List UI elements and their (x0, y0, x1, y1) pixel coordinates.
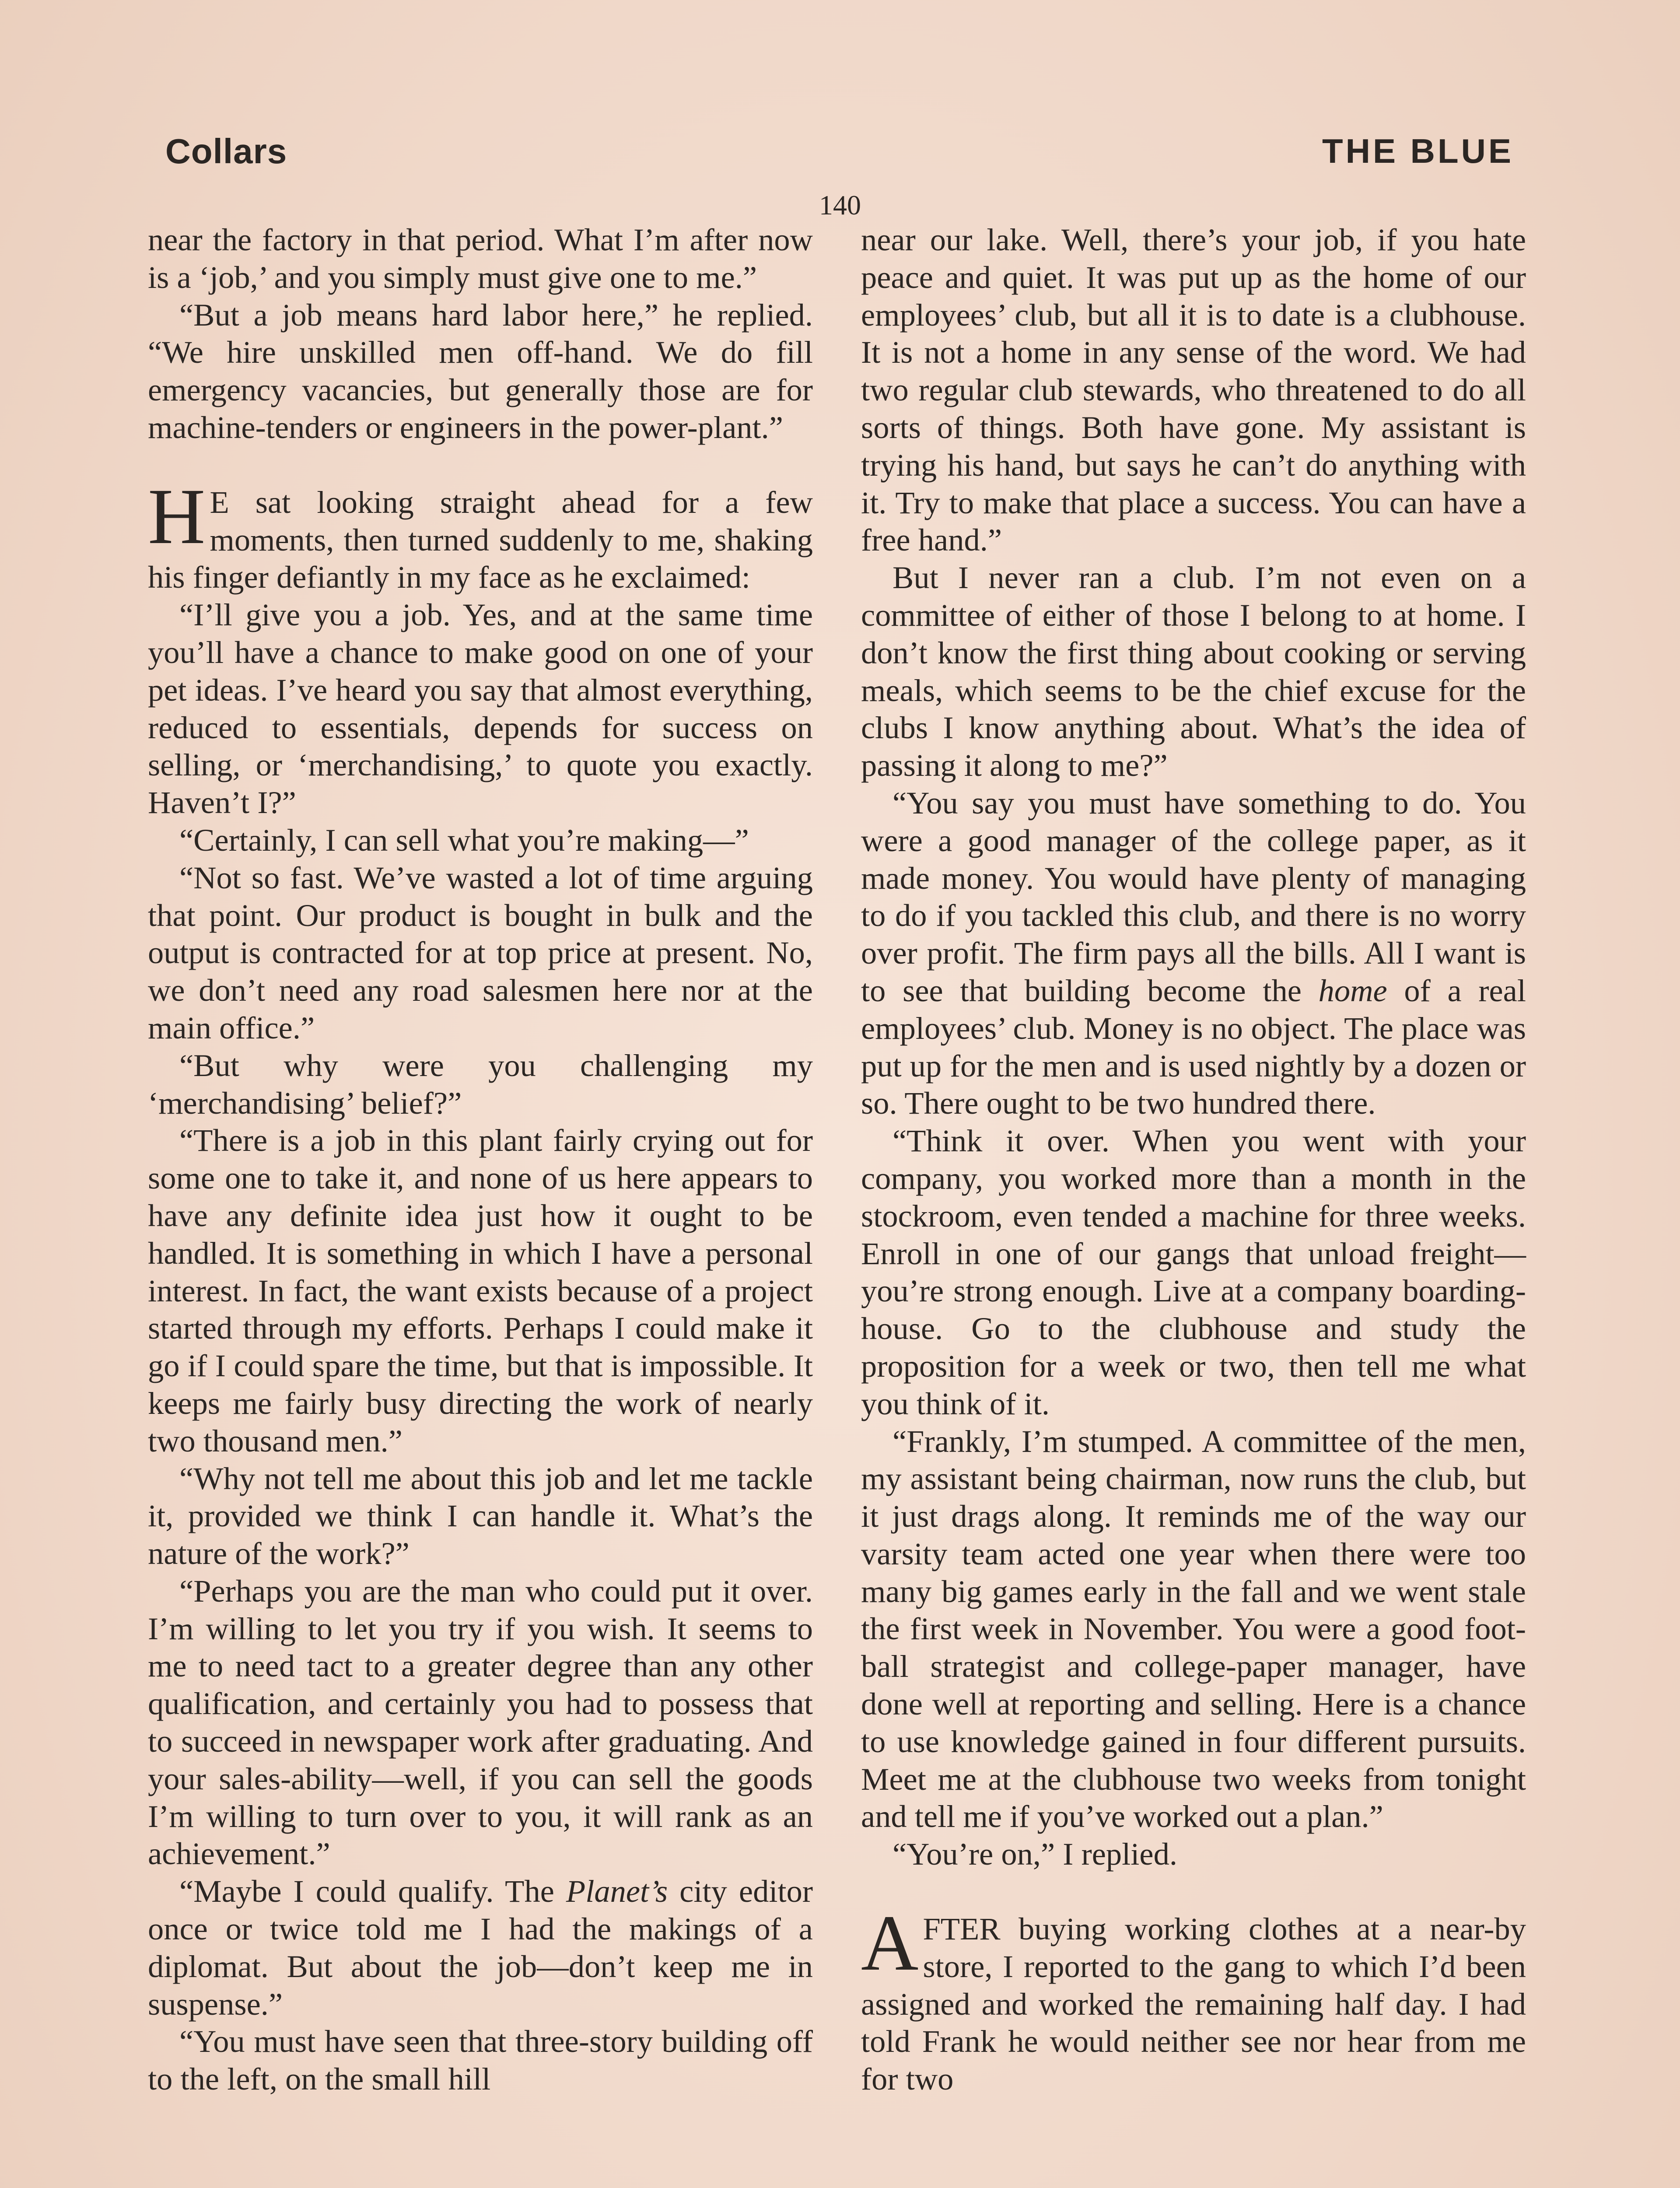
paragraph: “You’re on,” I replied. (892, 1836, 1177, 1872)
paragraph: “Think it over. When you went with your company, you worked more than a month in the stockroom, even tended a machine for three weeks. Enroll in one of our gangs that unload freight—you’re strong enough. Live at a company boarding-house. Go to the clubhouse and study the proposition for a week or two, then tell me what you think of it. (861, 1123, 1526, 1421)
paragraph-text: “Maybe I could qualify. The (179, 1873, 566, 1909)
right-column (861, 221, 1526, 2098)
paragraph: “Perhaps you are the man who could put it over. I’m willing to let you try if you wish. It seems to me to need tact to a greater degree than any other qualification, and certainly you had to possess that to succeed in newspaper work after graduating. And your sales-ability—well, if you can sell the goods I’m willing to turn over to you, it will rank as an achievement.” (148, 1573, 813, 1872)
paragraph-text: of a real employees’ club. Money is no object. The place was put up for the men and is used nightly by a dozen or so. There ought to be two hundred there. (861, 972, 1526, 1121)
running-head-left: Collars (165, 132, 287, 171)
paragraph-text: city editor once or twice told me I had the makings of a diplomat. But about the job—don’t keep me in suspense.” (148, 1873, 813, 2022)
emphasis-text: home (1318, 972, 1387, 1008)
paragraph-text: “You say you must have something to do. You were a good manager of the college paper, as it made money. You would have plenty of managing to do if you tackled this club, and there is no worry over profit. The firm pays all the bills. All I want is to see that building become the (861, 785, 1526, 1008)
paragraph: But I never ran a club. I’m not even on a committee of either of those I belong to at home. I don’t know the first thing about cooking or serving meals, which seems to be the chief excuse for the clubs I know anything about. What’s the idea of passing it along to me?” (861, 560, 1526, 783)
paragraph: “Not so fast. We’ve wasted a lot of time arguing that point. Our product is bought in bulk and the output is contracted for at top price at present. No, we don’t need any road salesmen here nor at the main office.” (148, 859, 813, 1045)
paragraph: near the factory in that period. What I’m after now is a ‘job,’ and you simply must give one to me.” (148, 222, 813, 295)
paragraph: “But a job means hard labor here,” he replied. “We hire unskilled men off-hand. We do fill emergency vacancies, but generally those are for machine-tenders or engineers in the power-plant.” (148, 297, 813, 445)
paragraph: “Why not tell me about this job and let me tackle it, provided we think I can handle it. What’s the nature of the work?” (148, 1460, 813, 1571)
paragraph: “Certainly, I can sell what you’re making—” (179, 822, 749, 858)
paragraph: “I’ll give you a job. Yes, and at the same time you’ll have a chance to make good on one of your pet ideas. I’ve heard you say that almost everything, reduced to essentials, depends for success on selling, or ‘merchandising,’ to quote you exactly. Haven’t I?” (148, 597, 813, 820)
paragraph: near our lake. Well, there’s your job, if you hate peace and quiet. It was put up as the home of our employees’ club, but all it is to date is a clubhouse. It is not a home in any sense of the word. We had two regular club stewards, who threatened to do all sorts of things. Both have gone. My assistant is trying his hand, but says he can’t do anything with it. Try to make that place a success. You can have a free hand.” (861, 222, 1526, 558)
drop-cap: A (861, 1899, 919, 1988)
paragraph (148, 1872, 813, 2023)
paragraph (861, 784, 1526, 1122)
drop-cap: H (148, 472, 206, 561)
section-start-paragraph (148, 472, 813, 596)
running-head-right: THE BLUE (1322, 132, 1514, 170)
emphasis-text: Planet’s (566, 1873, 668, 1909)
paragraph: “You must have seen that three-story building off to the left, on the small hill (148, 2023, 813, 2097)
paragraph-text: E sat looking straight ahead for a few moments, then turned suddenly to me, shaking his finger defiantly in my face as he exclaimed: (148, 484, 813, 595)
section-start-paragraph (861, 1899, 1526, 2098)
paragraph: “Frankly, I’m stumped. A committee of the men, my assistant being chairman, now runs the club, but it just drags along. It reminds me of the way our varsity team acted one year when there were too many big games early in the fall and we went stale the first week in November. You were a good foot-ball strategist and college-paper manager, have done well at reporting and selling. Here is a chance to use knowledge gained in four different pursuits. Meet me at the clubhouse two weeks from tonight and tell me if you’ve worked out a plan.” (861, 1423, 1526, 1834)
paragraph-text: FTER buying working clothes at a near-by store, I reported to the gang to which I’d been assigned and worked the remaining half day. I had told Frank he would neither see nor hear from me for two (861, 1911, 1526, 2097)
paragraph: “But why were you challenging my ‘merchandising’ belief?” (148, 1047, 813, 1121)
paragraph: “There is a job in this plant fairly crying out for some one to take it, and none of us here appears to have any definite idea just how it ought to be handled. It is something in which I have a personal interest. In fact, the want exists because of a project started through my efforts. Perhaps I could make it go if I could spare the time, but that is impossible. It keeps me fairly busy directing the work of nearly two thousand men.” (148, 1122, 813, 1459)
left-column (148, 221, 813, 2098)
page-number: 140 (819, 189, 861, 221)
